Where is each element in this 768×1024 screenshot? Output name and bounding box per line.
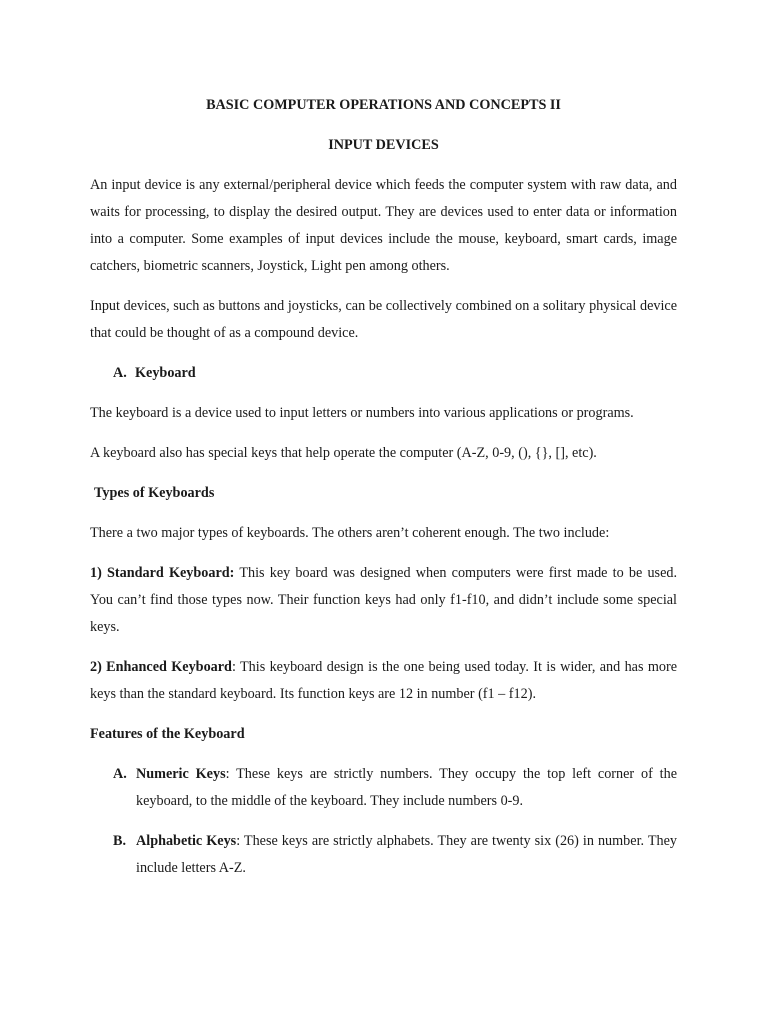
feature-numeric-keys <box>90 761 677 815</box>
keyboard-type-standard <box>90 560 677 641</box>
intro-paragraph-2: Input devices, such as buttons and joysticks, can be collectively combined on a solitary physical device that could be thought of as a compound device. <box>90 298 677 341</box>
feature-numeric-label: Numeric Keys <box>136 766 226 782</box>
keyboard-type-enhanced-text: : This keyboard design is the one being used today. It is wider, and has more keys than the standard keyboard. Its function keys are 12 in number (f1 – f12). <box>90 659 677 702</box>
feature-numeric-marker: A. <box>113 766 127 782</box>
keyboard-type-standard-label: 1) Standard Keyboard: <box>90 565 235 581</box>
keyboard-type-enhanced-label: 2) Enhanced Keyboard <box>90 659 232 675</box>
types-heading: Types of Keyboards <box>94 485 215 501</box>
document-title: BASIC COMPUTER OPERATIONS AND CONCEPTS II <box>206 97 561 113</box>
section-title: INPUT DEVICES <box>328 137 439 153</box>
feature-alphabetic-label: Alphabetic Keys <box>136 833 237 849</box>
keyboard-heading-label: Keyboard <box>135 365 196 381</box>
feature-alphabetic-keys <box>90 828 677 882</box>
feature-alphabetic-marker: B. <box>113 833 127 849</box>
keyboard-heading-marker: A. <box>113 365 127 381</box>
keyboard-type-enhanced <box>90 654 677 708</box>
features-heading: Features of the Keyboard <box>90 726 245 742</box>
keyboard-paragraph-2: A keyboard also has special keys that help operate the computer (A-Z, 0-9, (), {}, [], etc). <box>90 445 597 461</box>
types-intro: There a two major types of keyboards. The others aren’t coherent enough. The two include: <box>90 525 610 541</box>
keyboard-paragraph-1: The keyboard is a device used to input letters or numbers into various applications or programs. <box>90 405 634 421</box>
keyboard-type-standard-text: This key board was designed when computers were first made to be used. You can’t find those types now. Their function keys had only f1-f10, and didn’t include some special keys. <box>90 565 678 635</box>
feature-numeric-text: : These keys are strictly numbers. They occupy the top left corner of the keyboard, to the middle of the keyboard. They include numbers 0-9. <box>136 766 677 809</box>
intro-paragraph-1: An input device is any external/peripheral device which feeds the computer system with raw data, and waits for processing, to display the desired output. They are devices used to enter data or information into a computer. Some examples of input devices include the mouse, keyboard, smart cards, image catchers, biometric scanners, Joystick, Light pen among others. <box>90 177 677 274</box>
feature-alphabetic-text: : These keys are strictly alphabets. They are twenty six (26) in number. They include letters A-Z. <box>136 833 677 876</box>
keyboard-heading <box>113 360 677 387</box>
document-page <box>90 92 677 895</box>
